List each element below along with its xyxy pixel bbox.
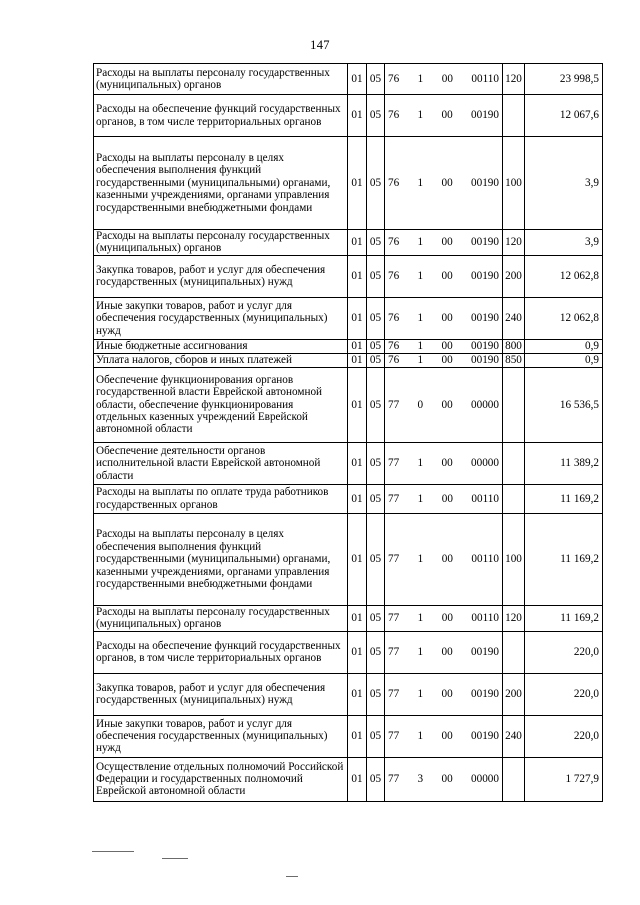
- target-article-code: [385, 340, 502, 352]
- target-article-code-part: 00: [441, 772, 453, 785]
- table-row: [94, 673, 603, 715]
- table-row: [94, 137, 603, 230]
- target-article-code-part: 76: [388, 270, 400, 283]
- target-article-code-part: 3: [417, 772, 424, 785]
- row-subsection-cell: 05: [367, 631, 385, 673]
- target-article-code: [385, 354, 502, 366]
- target-article-code-part: 1: [417, 236, 424, 249]
- row-name-cell: Иные бюджетные ассигнования: [94, 339, 348, 353]
- target-article-code-part: 00000: [471, 772, 499, 785]
- target-article-code-part: 00000: [471, 398, 499, 411]
- budget-table-body: [94, 64, 603, 802]
- target-article-code-part: 1: [417, 270, 424, 283]
- row-expense-type-cell: 100: [503, 513, 525, 605]
- target-article-code-part: 76: [388, 176, 400, 189]
- row-amount-cell: 11 389,2: [525, 442, 603, 484]
- row-expense-type-cell: 100: [503, 137, 525, 230]
- row-amount-cell: 0,9: [525, 353, 603, 367]
- row-amount-cell: 11 169,2: [525, 484, 603, 513]
- row-subsection-cell: 05: [367, 64, 385, 95]
- row-name-cell: Расходы на выплаты персоналу государственных (муниципальных) органов: [94, 605, 348, 631]
- target-article-code-part: 77: [388, 553, 400, 566]
- row-name-cell: Расходы на выплаты персоналу государственных (муниципальных) органов: [94, 230, 348, 256]
- target-article-code-part: 77: [388, 772, 400, 785]
- target-article-code-part: 00: [441, 176, 453, 189]
- row-name-cell: Закупка товаров, работ и услуг для обеспечения государственных (муниципальных) нужд: [94, 255, 348, 297]
- row-target-article-cell: [385, 715, 503, 757]
- target-article-code-part: 00190: [471, 354, 499, 367]
- target-article-code: [385, 773, 502, 785]
- row-name-cell: Расходы на обеспечение функций государственных органов, в том числе территориальных органов: [94, 631, 348, 673]
- target-article-code-part: 77: [388, 457, 400, 470]
- target-article-code-part: 00: [441, 109, 453, 122]
- target-article-code-part: 00190: [471, 312, 499, 325]
- row-target-article-cell: [385, 484, 503, 513]
- row-target-article-cell: [385, 673, 503, 715]
- row-section-cell: 01: [348, 513, 367, 605]
- target-article-code-part: 77: [388, 687, 400, 700]
- target-article-code-part: 00110: [471, 492, 499, 505]
- target-article-code-part: 00: [441, 612, 453, 625]
- row-section-cell: 01: [348, 484, 367, 513]
- row-expense-type-cell: [503, 631, 525, 673]
- row-amount-cell: 11 169,2: [525, 513, 603, 605]
- target-article-code-part: 76: [388, 236, 400, 249]
- row-section-cell: 01: [348, 339, 367, 353]
- target-article-code-part: 00: [441, 270, 453, 283]
- row-expense-type-cell: [503, 367, 525, 442]
- target-article-code-part: 00: [441, 553, 453, 566]
- target-article-code-part: 77: [388, 612, 400, 625]
- target-article-code-part: 00110: [471, 553, 499, 566]
- target-article-code: [385, 457, 502, 469]
- row-amount-cell: 220,0: [525, 715, 603, 757]
- row-target-article-cell: [385, 64, 503, 95]
- table-row: [94, 339, 603, 353]
- target-article-code: [385, 553, 502, 565]
- target-article-code-part: 77: [388, 645, 400, 658]
- target-article-code-part: 00: [441, 354, 453, 367]
- target-article-code-part: 1: [417, 109, 424, 122]
- target-article-code-part: 00190: [471, 340, 499, 353]
- table-row: [94, 757, 603, 801]
- target-article-code: [385, 236, 502, 248]
- row-name-cell: Иные закупки товаров, работ и услуг для обеспечения государственных (муниципальных) нужд: [94, 297, 348, 339]
- target-article-code: [385, 109, 502, 121]
- target-article-code-part: 00190: [471, 236, 499, 249]
- row-target-article-cell: [385, 442, 503, 484]
- row-subsection-cell: 05: [367, 715, 385, 757]
- target-article-code: [385, 730, 502, 742]
- row-name-cell: Осуществление отдельных полномочий Российской Федерации и государственных полномочий Еврейской автономной области: [94, 757, 348, 801]
- row-target-article-cell: [385, 95, 503, 137]
- row-amount-cell: 0,9: [525, 339, 603, 353]
- target-article-code-part: 76: [388, 354, 400, 367]
- target-article-code-part: 0: [417, 398, 424, 411]
- row-section-cell: 01: [348, 297, 367, 339]
- row-name-cell: Закупка товаров, работ и услуг для обеспечения государственных (муниципальных) нужд: [94, 673, 348, 715]
- row-subsection-cell: 05: [367, 513, 385, 605]
- table-row: [94, 605, 603, 631]
- target-article-code-part: 00: [441, 645, 453, 658]
- page-number: 147: [310, 38, 330, 52]
- target-article-code-part: 00: [441, 312, 453, 325]
- row-target-article-cell: [385, 353, 503, 367]
- row-expense-type-cell: 800: [503, 339, 525, 353]
- target-article-code-part: 1: [417, 340, 424, 353]
- target-article-code: [385, 399, 502, 411]
- target-article-code-part: 00190: [471, 645, 499, 658]
- row-target-article-cell: [385, 513, 503, 605]
- row-subsection-cell: 05: [367, 367, 385, 442]
- row-subsection-cell: 05: [367, 339, 385, 353]
- target-article-code: [385, 312, 502, 324]
- table-row: [94, 484, 603, 513]
- target-article-code-part: 00190: [471, 270, 499, 283]
- budget-table: [93, 63, 603, 802]
- row-target-article-cell: [385, 367, 503, 442]
- target-article-code-part: 1: [417, 72, 424, 85]
- row-name-cell: Расходы на выплаты по оплате труда работников государственных органов: [94, 484, 348, 513]
- row-section-cell: 01: [348, 353, 367, 367]
- target-article-code-part: 00: [441, 72, 453, 85]
- row-expense-type-cell: 200: [503, 673, 525, 715]
- row-expense-type-cell: [503, 442, 525, 484]
- target-article-code-part: 1: [417, 729, 424, 742]
- target-article-code-part: 1: [417, 457, 424, 470]
- target-article-code: [385, 646, 502, 658]
- target-article-code-part: 00000: [471, 457, 499, 470]
- row-expense-type-cell: [503, 484, 525, 513]
- row-expense-type-cell: 240: [503, 715, 525, 757]
- table-row: [94, 715, 603, 757]
- target-article-code-part: 00110: [471, 72, 499, 85]
- row-amount-cell: 12 067,6: [525, 95, 603, 137]
- target-article-code-part: 00: [441, 492, 453, 505]
- row-subsection-cell: 05: [367, 442, 385, 484]
- target-article-code-part: 76: [388, 340, 400, 353]
- row-target-article-cell: [385, 230, 503, 256]
- target-article-code-part: 76: [388, 312, 400, 325]
- row-subsection-cell: 05: [367, 673, 385, 715]
- row-name-cell: Обеспечение функционирования органов государственной власти Еврейской автономной области, обеспечение функционирования отдельных казенных учреждений Еврейской автономной области: [94, 367, 348, 442]
- target-article-code-part: 76: [388, 72, 400, 85]
- row-name-cell: Расходы на обеспечение функций государственных органов, в том числе территориальных органов: [94, 95, 348, 137]
- row-amount-cell: 12 062,8: [525, 255, 603, 297]
- target-article-code-part: 00: [441, 729, 453, 742]
- table-row: [94, 230, 603, 256]
- target-article-code-part: 76: [388, 109, 400, 122]
- target-article-code-part: 1: [417, 645, 424, 658]
- row-section-cell: 01: [348, 605, 367, 631]
- row-expense-type-cell: 120: [503, 605, 525, 631]
- row-target-article-cell: [385, 255, 503, 297]
- target-article-code-part: 1: [417, 612, 424, 625]
- row-subsection-cell: 05: [367, 230, 385, 256]
- target-article-code-part: 77: [388, 398, 400, 411]
- row-name-cell: Расходы на выплаты персоналу государственных (муниципальных) органов: [94, 64, 348, 95]
- row-amount-cell: 220,0: [525, 673, 603, 715]
- target-article-code-part: 00190: [471, 109, 499, 122]
- row-section-cell: 01: [348, 631, 367, 673]
- row-expense-type-cell: 120: [503, 230, 525, 256]
- row-section-cell: 01: [348, 230, 367, 256]
- row-section-cell: 01: [348, 442, 367, 484]
- row-subsection-cell: 05: [367, 297, 385, 339]
- row-target-article-cell: [385, 631, 503, 673]
- target-article-code-part: 00190: [471, 687, 499, 700]
- row-target-article-cell: [385, 339, 503, 353]
- row-expense-type-cell: [503, 757, 525, 801]
- row-target-article-cell: [385, 757, 503, 801]
- target-article-code-part: 00: [441, 236, 453, 249]
- row-subsection-cell: 05: [367, 95, 385, 137]
- target-article-code-part: 1: [417, 687, 424, 700]
- target-article-code-part: 77: [388, 729, 400, 742]
- row-section-cell: 01: [348, 367, 367, 442]
- target-article-code-part: 00: [441, 457, 453, 470]
- row-expense-type-cell: 120: [503, 64, 525, 95]
- row-section-cell: 01: [348, 95, 367, 137]
- target-article-code-part: 00: [441, 340, 453, 353]
- target-article-code: [385, 493, 502, 505]
- row-subsection-cell: 05: [367, 605, 385, 631]
- target-article-code-part: 00: [441, 398, 453, 411]
- target-article-code: [385, 73, 502, 85]
- table-row: [94, 442, 603, 484]
- row-name-cell: Обеспечение деятельности органов исполнительной власти Еврейской автономной области: [94, 442, 348, 484]
- row-subsection-cell: 05: [367, 353, 385, 367]
- row-amount-cell: 3,9: [525, 137, 603, 230]
- target-article-code-part: 77: [388, 492, 400, 505]
- row-target-article-cell: [385, 297, 503, 339]
- table-row: [94, 367, 603, 442]
- row-section-cell: 01: [348, 64, 367, 95]
- table-row: [94, 513, 603, 605]
- row-target-article-cell: [385, 137, 503, 230]
- target-article-code: [385, 177, 502, 189]
- target-article-code: [385, 612, 502, 624]
- row-section-cell: 01: [348, 137, 367, 230]
- target-article-code-part: 00: [441, 687, 453, 700]
- row-target-article-cell: [385, 605, 503, 631]
- target-article-code-part: 1: [417, 354, 424, 367]
- table-row: [94, 95, 603, 137]
- row-expense-type-cell: [503, 95, 525, 137]
- target-article-code: [385, 270, 502, 282]
- row-amount-cell: 12 062,8: [525, 297, 603, 339]
- row-subsection-cell: 05: [367, 757, 385, 801]
- table-row: [94, 297, 603, 339]
- target-article-code-part: 1: [417, 176, 424, 189]
- target-article-code-part: 00190: [471, 176, 499, 189]
- row-section-cell: 01: [348, 673, 367, 715]
- row-name-cell: Уплата налогов, сборов и иных платежей: [94, 353, 348, 367]
- row-name-cell: Расходы на выплаты персоналу в целях обеспечения выполнения функций государственными (муниципальными) органами, казенными учреждениями, органами управления государственными внебюджетными фондами: [94, 513, 348, 605]
- row-amount-cell: 220,0: [525, 631, 603, 673]
- row-expense-type-cell: 850: [503, 353, 525, 367]
- target-article-code-part: 1: [417, 492, 424, 505]
- target-article-code: [385, 688, 502, 700]
- row-expense-type-cell: 240: [503, 297, 525, 339]
- target-article-code-part: 1: [417, 553, 424, 566]
- table-row: [94, 353, 603, 367]
- target-article-code-part: 00190: [471, 729, 499, 742]
- row-subsection-cell: 05: [367, 137, 385, 230]
- table-row: [94, 631, 603, 673]
- row-section-cell: 01: [348, 715, 367, 757]
- table-row: [94, 64, 603, 95]
- row-subsection-cell: 05: [367, 255, 385, 297]
- row-amount-cell: 3,9: [525, 230, 603, 256]
- row-subsection-cell: 05: [367, 484, 385, 513]
- target-article-code-part: 1: [417, 312, 424, 325]
- row-section-cell: 01: [348, 757, 367, 801]
- row-section-cell: 01: [348, 255, 367, 297]
- row-amount-cell: 23 998,5: [525, 64, 603, 95]
- row-amount-cell: 16 536,5: [525, 367, 603, 442]
- row-amount-cell: 1 727,9: [525, 757, 603, 801]
- table-row: [94, 255, 603, 297]
- row-expense-type-cell: 200: [503, 255, 525, 297]
- row-name-cell: Расходы на выплаты персоналу в целях обеспечения выполнения функций государственными (муниципальными) органами, казенными учреждениями, органами управления государственными внебюджетными фондами: [94, 137, 348, 230]
- row-amount-cell: 11 169,2: [525, 605, 603, 631]
- row-name-cell: Иные закупки товаров, работ и услуг для обеспечения государственных (муниципальных) нужд: [94, 715, 348, 757]
- target-article-code-part: 00110: [471, 612, 499, 625]
